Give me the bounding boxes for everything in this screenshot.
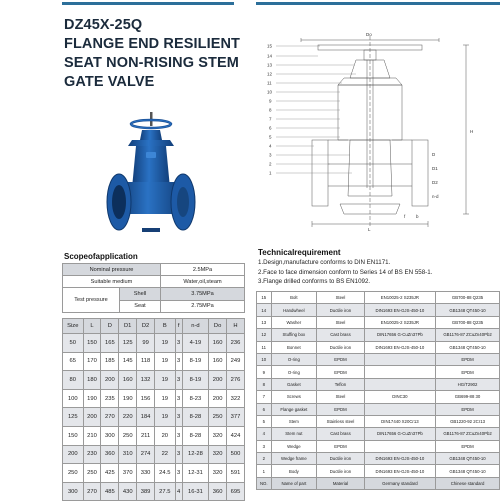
accent-line-left	[62, 2, 234, 5]
dimensions-cell: 211	[137, 426, 155, 445]
dimensions-cell: 12-31	[182, 464, 209, 483]
dimensions-header-cell: D	[101, 319, 119, 334]
parts-header-row	[257, 477, 500, 489]
top-accent-bar	[0, 0, 500, 5]
callout-label: 7	[269, 116, 272, 122]
parts-cell: EPDM	[317, 353, 365, 365]
dimensions-cell: 180	[83, 371, 101, 390]
parts-cell: DINC30	[364, 391, 435, 403]
parts-cell: EN10025-2 S235JR	[364, 292, 435, 304]
parts-cell: Flange gasket	[271, 403, 317, 415]
valve-photo	[90, 110, 210, 240]
callout-label: 4	[269, 143, 272, 149]
dimensions-header-cell: L	[83, 319, 101, 334]
parts-cell: Steel	[317, 292, 365, 304]
title-line: SEAT NON-RISING STEM	[64, 55, 239, 71]
scope-heading: Scopeofapplication	[64, 252, 138, 261]
parts-cell: Washer	[271, 316, 317, 328]
seat-label: Seat	[120, 300, 161, 312]
dimension-label-h: H	[470, 129, 474, 134]
dimension-label-l: L	[368, 227, 371, 232]
parts-cell: EPDM	[436, 366, 500, 378]
dimensions-cell: 220	[119, 408, 137, 427]
dimensions-cell: 65	[63, 352, 84, 371]
parts-cell: Screws	[271, 391, 317, 403]
dimensions-cell: 3	[175, 389, 182, 408]
dimensions-cell: 485	[101, 482, 119, 501]
dimensions-cell: 322	[227, 389, 245, 408]
dimensions-cell: 360	[101, 445, 119, 464]
dimensions-header-cell: n-d	[182, 319, 209, 334]
parts-row	[257, 366, 500, 378]
dimensions-cell: 19	[155, 371, 176, 390]
parts-row	[257, 304, 500, 316]
parts-cell: GB1348 QT450-10	[436, 453, 500, 465]
dimensions-cell: 500	[227, 445, 245, 464]
callout-label: 9	[269, 98, 272, 104]
dimensions-cell: 200	[83, 408, 101, 427]
parts-row	[257, 391, 500, 403]
dimensions-header-cell: Do	[209, 319, 227, 334]
dimensions-row	[63, 482, 245, 501]
parts-row	[257, 329, 500, 341]
parts-cell	[364, 366, 435, 378]
parts-cell: DIN1693 EN-GJS-450-10	[364, 341, 435, 353]
dimensions-cell: 118	[137, 352, 155, 371]
parts-cell: DIN17656 G-CuZn37Pb	[364, 329, 435, 341]
dimensions-cell: 8-23	[182, 389, 209, 408]
dimensions-cell: 100	[63, 389, 84, 408]
callout-label: 8	[269, 107, 272, 113]
dimensions-cell: 360	[209, 482, 227, 501]
callout-label: 10	[267, 89, 273, 95]
dimensions-cell: 3	[175, 426, 182, 445]
dimensions-cell: 425	[101, 464, 119, 483]
parts-cell: Steel	[317, 391, 365, 403]
parts-cell: Stainless steel	[317, 415, 365, 427]
technical-note: 1.Design,manufacture conforms to DIN EN1171.	[258, 259, 391, 266]
dimensions-header-cell: D2	[137, 319, 155, 334]
dimensions-cell: 300	[63, 482, 84, 501]
scope-row	[63, 276, 245, 288]
parts-row	[257, 453, 500, 465]
shell-label: Shell	[120, 288, 161, 300]
dimensions-cell: 250	[209, 408, 227, 427]
parts-cell: EPDM	[436, 403, 500, 415]
dimensions-cell: 430	[119, 482, 137, 501]
dimensions-cell: 320	[209, 445, 227, 464]
dimensions-cell: 200	[101, 371, 119, 390]
parts-cell: EPDM	[317, 366, 365, 378]
technical-notes	[258, 258, 498, 287]
parts-header-cell: Name of part	[271, 477, 317, 489]
dimensions-cell: 150	[83, 334, 101, 353]
parts-cell: DIN1693 EN-GJS-450-10	[364, 453, 435, 465]
dimensions-cell: 249	[227, 352, 245, 371]
dimensions-row	[63, 371, 245, 390]
technical-note: 3.Flange drilled conforms to BS EN1092.	[258, 278, 371, 286]
parts-cell: GB1176-87 ZCuZn40Pb2	[436, 329, 500, 341]
scope-label: Nominal pressure	[63, 264, 161, 276]
parts-cell: 7	[257, 391, 272, 403]
parts-cell: Body	[271, 465, 317, 477]
parts-cell: EPDM	[317, 403, 365, 415]
parts-cell	[364, 403, 435, 415]
parts-cell: 12	[257, 329, 272, 341]
dimensions-cell: 145	[119, 352, 137, 371]
scope-row	[63, 288, 245, 300]
dimensions-row	[63, 408, 245, 427]
parts-cell: DIN17440 X20Cr13	[364, 415, 435, 427]
dimensions-cell: 170	[83, 352, 101, 371]
dimension-label-d1: D1	[432, 166, 438, 171]
dimensions-cell: 8-19	[182, 371, 209, 390]
parts-row	[257, 353, 500, 365]
dimensions-cell: 156	[137, 389, 155, 408]
accent-line-right	[256, 2, 500, 5]
product-title	[64, 16, 254, 92]
dimensions-cell: 8-28	[182, 426, 209, 445]
dimensions-cell: 190	[119, 389, 137, 408]
parts-cell: 9	[257, 366, 272, 378]
parts-cell: Stuffing box	[271, 329, 317, 341]
callout-label: 6	[269, 125, 272, 131]
dimensions-cell: 270	[83, 482, 101, 501]
dimensions-cell: 8-19	[182, 352, 209, 371]
dimension-label-d2: D2	[432, 180, 438, 185]
dimensions-cell: 377	[227, 408, 245, 427]
dimensions-cell: 320	[209, 464, 227, 483]
parts-cell: HG/T2902	[436, 378, 500, 390]
dimensions-cell: 125	[63, 408, 84, 427]
dimensions-row	[63, 464, 245, 483]
parts-cell: DIN17656 G-CuZn37Pb	[364, 428, 435, 440]
parts-cell: 15	[257, 292, 272, 304]
dimensions-cell: 250	[63, 464, 84, 483]
dimensions-cell: 210	[83, 426, 101, 445]
title-line: FLANGE END RESILIENT	[64, 36, 241, 52]
test-pressure-label: Test pressure	[63, 288, 120, 312]
parts-cell: EPDM	[436, 440, 500, 452]
dimensions-cell: 3	[175, 464, 182, 483]
seat-value: 2.75MPa	[161, 300, 245, 312]
dimensions-cell: 19	[155, 352, 176, 371]
dimensions-cell: 236	[227, 334, 245, 353]
parts-cell: Ductile iron	[317, 453, 365, 465]
dimensions-cell: 165	[101, 334, 119, 353]
parts-row	[257, 403, 500, 415]
parts-cell: GB1348 QT450-10	[436, 304, 500, 316]
parts-cell: GB699-88 30	[436, 391, 500, 403]
parts-cell: 4	[257, 428, 272, 440]
dimensions-cell: 276	[227, 371, 245, 390]
parts-cell: 3	[257, 440, 272, 452]
dimensions-header-cell: f	[175, 319, 182, 334]
parts-cell: O-ring	[271, 366, 317, 378]
dimensions-header-cell: Size	[63, 319, 84, 334]
dimensions-header-cell: B	[155, 319, 176, 334]
dimensions-cell: 12-28	[182, 445, 209, 464]
parts-cell: GB700-88 Q235	[436, 316, 500, 328]
dimensions-cell: 19	[155, 334, 176, 353]
parts-row	[257, 378, 500, 390]
dimensions-row	[63, 352, 245, 371]
parts-cell	[364, 440, 435, 452]
dimensions-cell: 160	[209, 352, 227, 371]
parts-cell: Steel	[317, 316, 365, 328]
scope-label: Suitable medium	[63, 276, 161, 288]
dimensions-cell: 270	[101, 408, 119, 427]
dimensions-cell: 22	[155, 445, 176, 464]
parts-header-cell: NO.	[257, 477, 272, 489]
dimensions-cell: 185	[101, 352, 119, 371]
parts-cell: Gasket	[271, 378, 317, 390]
parts-cell: Handwheel	[271, 304, 317, 316]
dimensions-cell: 19	[155, 408, 176, 427]
callout-label: 11	[267, 80, 272, 86]
dimension-label-d: D	[432, 152, 436, 157]
callout-label: 13	[267, 62, 273, 68]
parts-cell: Bonnet	[271, 341, 317, 353]
dimensions-header-row	[63, 319, 245, 334]
dimensions-cell: 16-31	[182, 482, 209, 501]
dimensions-cell: 200	[63, 445, 84, 464]
dimensions-table	[62, 318, 245, 501]
title-line: GATE VALVE	[64, 74, 155, 90]
technical-note: 2.Face to face dimension conform to Series 14 of BS EN 558-1.	[258, 268, 433, 276]
dimensions-row	[63, 389, 245, 408]
dimensions-cell: 250	[83, 464, 101, 483]
dimensions-cell: 4	[175, 482, 182, 501]
parts-cell: Wedge frame	[271, 453, 317, 465]
dimensions-row	[63, 426, 245, 445]
scope-table	[62, 263, 245, 313]
dimension-label-f: f	[404, 214, 406, 219]
parts-cell: Ductile iron	[317, 465, 365, 477]
parts-row	[257, 415, 500, 427]
scope-row	[63, 264, 245, 276]
dimensions-header-cell: H	[227, 319, 245, 334]
parts-header-cell: Material	[317, 477, 365, 489]
parts-cell: 6	[257, 403, 272, 415]
valve-section-drawing	[256, 28, 486, 233]
parts-cell: 8	[257, 378, 272, 390]
parts-cell: EN10025-2 S235JR	[364, 316, 435, 328]
dimension-label-b: b	[416, 214, 419, 219]
callout-label: 1	[269, 170, 272, 176]
parts-row	[257, 465, 500, 477]
dimensions-cell: 150	[63, 426, 84, 445]
parts-cell: 5	[257, 415, 272, 427]
parts-cell	[364, 353, 435, 365]
dimensions-cell: 274	[137, 445, 155, 464]
dimensions-cell: 160	[209, 334, 227, 353]
dimensions-cell: 80	[63, 371, 84, 390]
dimensions-cell: 3	[175, 334, 182, 353]
parts-cell: EPDM	[317, 440, 365, 452]
dimensions-cell: 27.5	[155, 482, 176, 501]
dimensions-cell: 300	[101, 426, 119, 445]
dimensions-cell: 320	[209, 426, 227, 445]
parts-cell: Cast brass	[317, 428, 365, 440]
parts-cell	[364, 378, 435, 390]
parts-cell: 2	[257, 453, 272, 465]
dimensions-cell: 4-19	[182, 334, 209, 353]
callout-label: 2	[269, 161, 272, 167]
parts-cell: 11	[257, 341, 272, 353]
shell-value: 3.75MPa	[161, 288, 245, 300]
dimensions-cell: 99	[137, 334, 155, 353]
parts-cell: Ductile iron	[317, 341, 365, 353]
parts-cell: 13	[257, 316, 272, 328]
parts-table	[256, 291, 500, 490]
dimensions-cell: 230	[83, 445, 101, 464]
dimensions-cell: 3	[175, 352, 182, 371]
dimensions-cell: 125	[119, 334, 137, 353]
dimensions-row	[63, 334, 245, 353]
dimensions-cell: 695	[227, 482, 245, 501]
parts-cell: Cast brass	[317, 329, 365, 341]
parts-row	[257, 440, 500, 452]
parts-cell: DIN1693 EN-GJS-450-10	[364, 304, 435, 316]
dimensions-cell: 190	[83, 389, 101, 408]
dimensions-cell: 200	[209, 389, 227, 408]
dimensions-cell: 50	[63, 334, 84, 353]
parts-cell: 10	[257, 353, 272, 365]
dimensions-cell: 132	[137, 371, 155, 390]
parts-cell: EPDM	[436, 353, 500, 365]
dimensions-cell: 160	[119, 371, 137, 390]
parts-cell: Stem	[271, 415, 317, 427]
dimensions-cell: 330	[137, 464, 155, 483]
parts-cell: Wedge	[271, 440, 317, 452]
dimensions-cell: 250	[119, 426, 137, 445]
dimensions-cell: 424	[227, 426, 245, 445]
scope-value: 2.5MPa	[161, 264, 245, 276]
dimension-label-do: Do	[366, 32, 372, 37]
callout-label: 5	[269, 134, 272, 140]
parts-row	[257, 316, 500, 328]
dimensions-row	[63, 445, 245, 464]
parts-cell: Stem nut	[271, 428, 317, 440]
parts-cell: GB1176-87 ZCuZn40Pb2	[436, 428, 500, 440]
dimensions-cell: 3	[175, 408, 182, 427]
parts-cell: GB700-88 Q235	[436, 292, 500, 304]
dimensions-header-cell: D1	[119, 319, 137, 334]
dimensions-cell: 184	[137, 408, 155, 427]
parts-cell: DIN1693 EN-GJS-450-10	[364, 465, 435, 477]
parts-row	[257, 428, 500, 440]
dimensions-cell: 8-28	[182, 408, 209, 427]
parts-cell: 14	[257, 304, 272, 316]
callout-label: 14	[267, 53, 273, 59]
title-line: DZ45X-25Q	[64, 17, 143, 33]
parts-cell: O-ring	[271, 353, 317, 365]
callout-label: 3	[269, 152, 272, 158]
parts-cell: GB1220-92 2Cr13	[436, 415, 500, 427]
dimensions-cell: 389	[137, 482, 155, 501]
parts-row	[257, 341, 500, 353]
dimensions-cell: 200	[209, 371, 227, 390]
dimensions-cell: 235	[101, 389, 119, 408]
dimensions-cell: 3	[175, 371, 182, 390]
scope-value: Water,oil,steam	[161, 276, 245, 288]
callout-label: 12	[267, 71, 273, 77]
dimensions-cell: 370	[119, 464, 137, 483]
dimensions-cell: 591	[227, 464, 245, 483]
dimensions-cell: 3	[175, 445, 182, 464]
parts-row	[257, 292, 500, 304]
parts-cell: 1	[257, 465, 272, 477]
dimensions-cell: 19	[155, 389, 176, 408]
parts-header-cell: Chinese standard	[436, 477, 500, 489]
dimensions-cell: 24.5	[155, 464, 176, 483]
parts-cell: GB1348 QT450-10	[436, 341, 500, 353]
parts-header-cell: Germany standard	[364, 477, 435, 489]
parts-cell: Bolt	[271, 292, 317, 304]
dimension-label-n-d: n-d	[432, 194, 439, 199]
callout-label: 15	[267, 43, 273, 49]
parts-cell: GB1348 QT450-10	[436, 465, 500, 477]
parts-cell: Teflon	[317, 378, 365, 390]
technical-heading: Technicalrequirement	[258, 248, 341, 257]
parts-cell: Ductile iron	[317, 304, 365, 316]
dimensions-cell: 310	[119, 445, 137, 464]
dimensions-cell: 20	[155, 426, 176, 445]
